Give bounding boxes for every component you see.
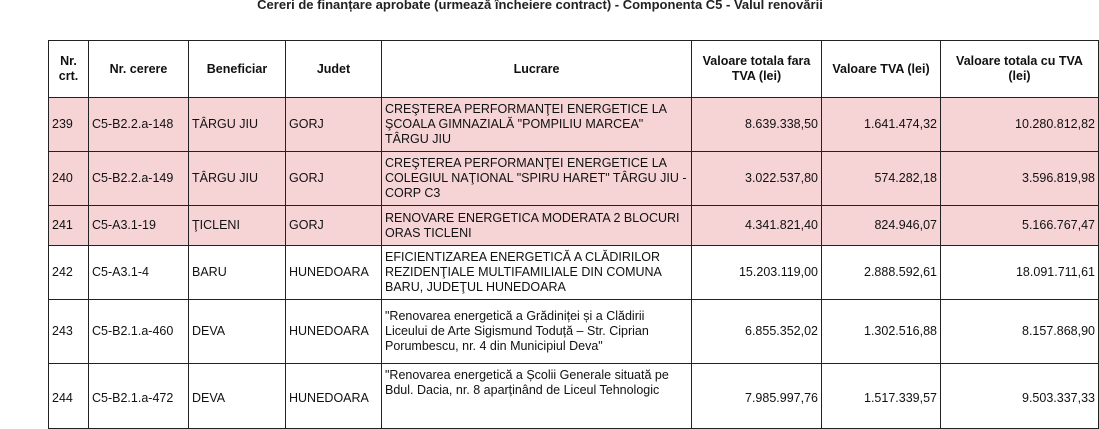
row-lucrare: "Renovarea energetică a Grădiniței și a Clădirii Liceului de Arte Sigismund Toduță – Str. Ciprian Porumbescu, nr. 4 din Municipiul Deva" — [382, 300, 692, 364]
header-beneficiar: Beneficiar — [189, 41, 286, 98]
row-valoare-tva: 2.888.592,61 — [822, 246, 941, 300]
row-beneficiar: TÂRGU JIU — [189, 98, 286, 152]
header-valoare-cu-tva: Valoare totala cu TVA (lei) — [941, 41, 1099, 98]
row-beneficiar: TÂRGU JIU — [189, 152, 286, 206]
row-nr: 239 — [49, 98, 89, 152]
row-cerere: C5-B2.1.a-460 — [89, 300, 189, 364]
row-cerere: C5-A3.1-19 — [89, 206, 189, 246]
row-lucrare: "Renovarea energetică a Școlii Generale situată pe Bdul. Dacia, nr. 8 aparținând de Liceul Tehnologic — [382, 364, 692, 429]
row-nr: 244 — [49, 364, 89, 429]
row-valoare-fara-tva: 15.203.119,00 — [692, 246, 822, 300]
row-valoare-cu-tva: 9.503.337,33 — [941, 364, 1099, 429]
row-valoare-tva: 574.282,18 — [822, 152, 941, 206]
row-valoare-tva: 1.302.516,88 — [822, 300, 941, 364]
table-row — [49, 300, 1099, 364]
row-valoare-cu-tva: 3.596.819,98 — [941, 152, 1099, 206]
row-judet: GORJ — [286, 98, 382, 152]
row-cerere: C5-B2.2.a-149 — [89, 152, 189, 206]
row-lucrare: EFICIENTIZAREA ENERGETICĂ A CLĂDIRILOR REZIDENŢIALE MULTIFAMILIALE DIN COMUNA BARU, JUDEŢUL HUNEDOARA — [382, 246, 692, 300]
row-valoare-cu-tva: 18.091.711,61 — [941, 246, 1099, 300]
header-valoare-tva: Valoare TVA (lei) — [822, 41, 941, 98]
row-cerere: C5-B2.1.a-472 — [89, 364, 189, 429]
page-title: Cereri de finanțare aprobate (urmează încheiere contract) - Componenta C5 - Valul renovării — [257, 0, 823, 12]
table-row — [49, 206, 1099, 246]
header-judet: Judet — [286, 41, 382, 98]
row-nr: 242 — [49, 246, 89, 300]
row-valoare-cu-tva: 5.166.767,47 — [941, 206, 1099, 246]
row-judet: GORJ — [286, 152, 382, 206]
header-lucrare: Lucrare — [382, 41, 692, 98]
row-lucrare: CREŞTEREA PERFORMANŢEI ENERGETICE LA ŞCOALA GIMNAZIALĂ "POMPILIU MARCEA" TÂRGU JIU — [382, 98, 692, 152]
header-nr-cerere: Nr. cerere — [89, 41, 189, 98]
table-row — [49, 152, 1099, 206]
row-nr: 241 — [49, 206, 89, 246]
row-judet: HUNEDOARA — [286, 300, 382, 364]
row-valoare-tva: 1.517.339,57 — [822, 364, 941, 429]
row-valoare-fara-tva: 4.341.821,40 — [692, 206, 822, 246]
row-valoare-fara-tva: 8.639.338,50 — [692, 98, 822, 152]
header-row — [49, 41, 1099, 98]
row-nr: 240 — [49, 152, 89, 206]
row-cerere: C5-B2.2.a-148 — [89, 98, 189, 152]
header-valoare-fara-tva: Valoare totala fara TVA (lei) — [692, 41, 822, 98]
table-row — [49, 98, 1099, 152]
row-lucrare: RENOVARE ENERGETICA MODERATA 2 BLOCURI ORAS TICLENI — [382, 206, 692, 246]
row-beneficiar: DEVA — [189, 364, 286, 429]
row-judet: GORJ — [286, 206, 382, 246]
row-beneficiar: BARU — [189, 246, 286, 300]
table-row — [49, 246, 1099, 300]
row-judet: HUNEDOARA — [286, 246, 382, 300]
row-nr: 243 — [49, 300, 89, 364]
row-valoare-fara-tva: 3.022.537,80 — [692, 152, 822, 206]
row-valoare-fara-tva: 6.855.352,02 — [692, 300, 822, 364]
row-beneficiar: ŢICLENI — [189, 206, 286, 246]
table-row — [49, 364, 1099, 429]
row-valoare-cu-tva: 8.157.868,90 — [941, 300, 1099, 364]
row-judet: HUNEDOARA — [286, 364, 382, 429]
row-lucrare: CREŞTEREA PERFORMANŢEI ENERGETICE LA COLEGIUL NAŢIONAL "SPIRU HARET" TÂRGU JIU - CORP C3 — [382, 152, 692, 206]
row-valoare-fara-tva: 7.985.997,76 — [692, 364, 822, 429]
row-valoare-tva: 824.946,07 — [822, 206, 941, 246]
header-nr: Nr. crt. — [49, 41, 89, 98]
row-valoare-cu-tva: 10.280.812,82 — [941, 98, 1099, 152]
financing-table — [48, 40, 1099, 429]
row-beneficiar: DEVA — [189, 300, 286, 364]
row-valoare-tva: 1.641.474,32 — [822, 98, 941, 152]
row-cerere: C5-A3.1-4 — [89, 246, 189, 300]
